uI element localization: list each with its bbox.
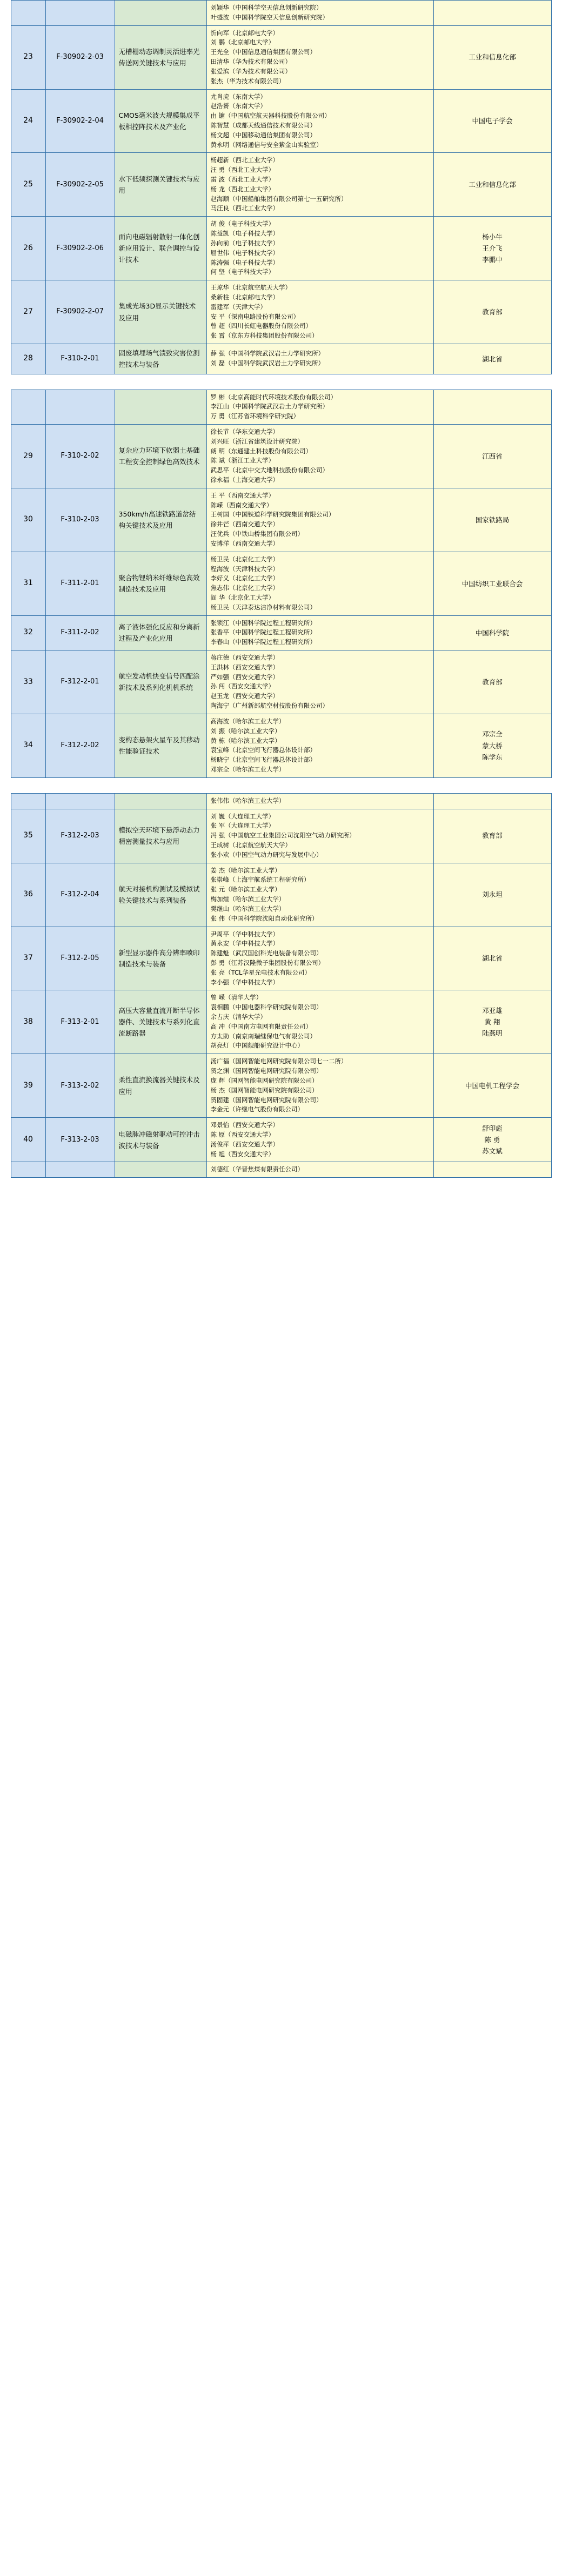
row-nominating-organization: [433, 1, 551, 26]
contributor-line: 万 勇（江苏省环境科学研究院）: [210, 412, 300, 420]
contributor-line: 孙 闯（西安交通大学）: [210, 682, 275, 690]
contributor-line: 张小欢（中国空气动力研究与发展中心）: [210, 850, 323, 858]
row-project-code: F-312-2-01: [45, 650, 115, 714]
row-nominating-organization: [433, 793, 551, 809]
row-project-title: CMOS毫米波大规模集成平板相控阵技术及产业化: [115, 89, 206, 153]
organization-line: 陆燕明: [482, 1029, 503, 1038]
row-project-code: F-310-2-02: [45, 424, 115, 488]
row-project-code: [45, 390, 115, 424]
row-project-title: 变构态悬架火星车及其移动性能验证技术: [115, 714, 206, 777]
contributor-line: 张崇峰（上海宇航系统工程研究所）: [210, 876, 310, 884]
contributor-line: 刘兴旺（浙江省建筑设计研究院）: [210, 437, 304, 445]
table-row: [11, 1054, 551, 1118]
table-row: [11, 615, 551, 650]
table-block-3: [0, 793, 562, 1178]
row-project-code: F-312-2-04: [45, 863, 115, 927]
contributor-line: 庞 辉（国网智能电网研究院有限公司）: [210, 1076, 318, 1084]
row-contributors: [206, 25, 433, 89]
contributor-line: 杨 旭（西安交通大学）: [210, 1150, 275, 1158]
document-page: [0, 0, 562, 1178]
organization-line: 教育部: [482, 677, 503, 686]
contributor-line: 安博洋（西南交通大学）: [210, 539, 279, 547]
contributor-line: 黄永安（华中科技大学）: [210, 940, 279, 948]
row-project-code: F-313-2-03: [45, 1118, 115, 1162]
row-serial-number: [11, 1, 45, 26]
row-nominating-organization: [433, 1162, 551, 1178]
row-nominating-organization: [433, 424, 551, 488]
row-contributors: [206, 615, 433, 650]
row-serial-number: 31: [11, 552, 45, 615]
contributor-line: 赵浩赟（东南大学）: [210, 102, 266, 110]
row-project-code: [45, 793, 115, 809]
row-serial-number: [11, 1162, 45, 1178]
table-row: [11, 1, 551, 26]
row-contributors: [206, 793, 433, 809]
row-project-title: 航空发动机快变信号匹配涂新技术及系列化机机系统: [115, 650, 206, 714]
contributor-line: 田清华（华为技术有限公司）: [210, 58, 291, 66]
table-row: [11, 990, 551, 1054]
row-project-title: [115, 1162, 206, 1178]
organization-line: 杨小牛: [482, 232, 503, 241]
contributor-line: 马汪良（西北工业大学）: [210, 204, 279, 212]
row-project-code: F-313-2-02: [45, 1054, 115, 1118]
contributor-line: 胡 俊（电子科技大学）: [210, 220, 275, 228]
row-nominating-organization: [433, 153, 551, 217]
row-serial-number: 40: [11, 1118, 45, 1162]
contributor-line: 王光全（中国信息通信集团有限公司）: [210, 48, 316, 56]
row-contributors: [206, 714, 433, 777]
contributor-line: 刘 磊（中国科学院武汉岩土力学研究所）: [210, 359, 325, 367]
organization-line: 湖北省: [482, 354, 503, 363]
block-spacer-1: [0, 374, 562, 382]
row-project-title: 水下低频探测关键技术与应用: [115, 153, 206, 217]
row-project-code: [45, 1, 115, 26]
award-table-block-2: [11, 390, 552, 778]
organization-line: 中国科学院: [475, 628, 510, 637]
table-row: [11, 1118, 551, 1162]
row-serial-number: 38: [11, 990, 45, 1054]
organization-line: 苏文斌: [482, 1147, 503, 1156]
organization-line: 蒙大桥: [482, 741, 503, 750]
contributor-line: 杨晓宁（北京空间飞行器总体设计部）: [210, 756, 316, 764]
table-row: [11, 488, 551, 552]
table-row: [11, 809, 551, 863]
row-project-code: F-313-2-01: [45, 990, 115, 1054]
organization-line: 刘永坦: [482, 890, 503, 899]
table-row: [11, 552, 551, 615]
contributor-line: 徐长节（华东交通大学）: [210, 427, 279, 435]
organization-line: 中国电机工程学会: [465, 1082, 519, 1090]
contributor-line: 赵海顺（中国船舶集团有限公司第七一五研究所）: [210, 194, 347, 203]
row-contributors: [206, 927, 433, 990]
contributor-line: 袁宝峰（北京空间飞行器总体设计部）: [210, 746, 316, 754]
table-row: [11, 280, 551, 344]
row-project-code: F-30902-2-06: [45, 217, 115, 280]
contributor-line: 刘德红（华晋焦煤有限责任公司）: [210, 1165, 304, 1173]
row-nominating-organization: [433, 809, 551, 863]
row-serial-number: 37: [11, 927, 45, 990]
row-serial-number: 27: [11, 280, 45, 344]
contributor-line: 邓宗全（哈尔滨工业大学）: [210, 765, 285, 773]
contributor-line: 雷建军（天津大学）: [210, 303, 266, 311]
contributor-line: 王洪林（西安交通大学）: [210, 663, 279, 671]
contributor-line: 陈建魁（武汉国创科光电装备有限公司）: [210, 949, 323, 957]
contributor-line: 武思平（北京中交大地科技股份有限公司）: [210, 466, 329, 474]
contributor-line: 阎 华（北京化工大学）: [210, 593, 275, 601]
organization-line: 中国电子学会: [472, 117, 513, 125]
row-project-title: 离子液体强化反应和分离新过程及产业化应用: [115, 615, 206, 650]
contributor-line: 汤俊萍（西安交通大学）: [210, 1140, 279, 1148]
row-contributors: [206, 1118, 433, 1162]
organization-line: 中国纺织工业联合会: [461, 579, 523, 588]
contributor-line: 李好义（北京化工大学）: [210, 574, 279, 582]
contributor-line: 陈智慧（成都天线通信技术有限公司）: [210, 121, 316, 129]
row-contributors: [206, 1, 433, 26]
organization-line: 教育部: [482, 307, 503, 316]
row-nominating-organization: [433, 217, 551, 280]
row-project-code: F-312-2-03: [45, 809, 115, 863]
row-serial-number: [11, 390, 45, 424]
row-project-code: [45, 1162, 115, 1178]
contributor-line: 李金元（许继电气股份有限公司）: [210, 1105, 304, 1113]
row-project-title: 高压大容量直流开断半导体器件、关键技术与系列化直流断路器: [115, 990, 206, 1054]
row-project-title: 复杂应力环境下软弱土基础工程安全控制绿色高效技术: [115, 424, 206, 488]
contributor-line: 何 坚（电子科技大学）: [210, 268, 275, 276]
row-project-code: F-310-2-03: [45, 488, 115, 552]
contributor-line: 李春山（中国科学院过程工程研究所）: [210, 638, 316, 646]
contributor-line: 忻向军（北京邮电大学）: [210, 29, 279, 37]
contributor-line: 刘颖华（中国科学空天信息创新研究院）: [210, 4, 323, 11]
contributor-line: 胡亮灯（中国舰船研究设计中心）: [210, 1042, 304, 1050]
contributor-line: 陈益凯（电子科技大学）: [210, 230, 279, 238]
row-project-title: 350km/h高速铁路道岔结构关键技术及应用: [115, 488, 206, 552]
row-contributors: [206, 344, 433, 374]
row-project-title: 聚合物锂纳米纤维绿色高效制造技术及应用: [115, 552, 206, 615]
row-project-title: 模拟空天环境下悬浮动态力精密测量技术与应用: [115, 809, 206, 863]
contributor-line: 袁相鹏（中国电器科学研究院有限公司）: [210, 1003, 323, 1011]
row-project-code: F-30902-2-04: [45, 89, 115, 153]
organization-line: 陈 勇: [484, 1136, 500, 1144]
table-body-2: [11, 390, 551, 777]
contributor-line: 黄 栋（哈尔滨工业大学）: [210, 736, 281, 744]
row-serial-number: 30: [11, 488, 45, 552]
contributor-line: 薛 强（中国科学院武汉岩土力学研究所）: [210, 350, 325, 358]
contributor-line: 张 伟（中国科学院沈阳自动化研究所）: [210, 914, 318, 922]
row-serial-number: 26: [11, 217, 45, 280]
contributor-line: 张 亮（TCL华星光电技术有限公司）: [210, 968, 311, 976]
contributor-line: 高海波（哈尔滨工业大学）: [210, 717, 285, 725]
organization-line: 李鹏中: [482, 256, 503, 264]
contributor-line: 尤肖虎（东南大学）: [210, 92, 266, 100]
organization-line: 陈学东: [482, 753, 503, 761]
row-contributors: [206, 488, 433, 552]
contributor-line: 高 冲（中国南方电网有限责任公司）: [210, 1022, 312, 1030]
row-contributors: [206, 863, 433, 927]
row-nominating-organization: [433, 1054, 551, 1118]
row-project-title: 柔性直流换流器关键技术及应用: [115, 1054, 206, 1118]
table-row: [11, 714, 551, 777]
contributor-line: 冯 强（中国航空工业集团公司沈阳空气动力研究所）: [210, 831, 356, 840]
contributor-line: 余占庆（清华大学）: [210, 1013, 266, 1021]
row-contributors: [206, 1162, 433, 1178]
organization-line: 工业和信息化部: [469, 53, 516, 62]
contributor-line: 徐永福（上海交通大学）: [210, 476, 279, 484]
row-nominating-organization: [433, 615, 551, 650]
contributor-line: 刘 鹏（北京邮电大学）: [210, 38, 275, 46]
row-nominating-organization: [433, 390, 551, 424]
organization-line: 教育部: [482, 831, 503, 840]
contributor-line: 汪优兵（中铁山桥集团有限公司）: [210, 530, 304, 538]
contributor-line: 程海波（天津科技大学）: [210, 565, 279, 573]
contributor-line: 焦志伟（北京化工大学）: [210, 584, 279, 592]
row-project-title: 集成光场3D显示关键技术及应用: [115, 280, 206, 344]
organization-line: 邓宗全: [482, 730, 503, 739]
row-project-code: F-30902-2-05: [45, 153, 115, 217]
row-nominating-organization: [433, 1118, 551, 1162]
contributor-line: 杨卫民（北京化工大学）: [210, 555, 279, 563]
row-project-code: F-30902-2-07: [45, 280, 115, 344]
contributor-line: 蒋庄德（西安交通大学）: [210, 654, 279, 661]
contributor-line: 刘 巍（大连理工大学）: [210, 812, 275, 820]
organization-line: 国家铁路局: [475, 515, 510, 524]
row-project-code: F-30902-2-03: [45, 25, 115, 89]
contributor-line: 贺之渊（国网智能电网研究院有限公司）: [210, 1067, 323, 1075]
contributor-line: 罗 彬（北京高能时代环境技术股份有限公司）: [210, 393, 337, 401]
row-project-code: F-311-2-02: [45, 615, 115, 650]
contributor-line: 屈世伟（电子科技大学）: [210, 249, 279, 257]
row-contributors: [206, 990, 433, 1054]
contributor-line: 王 平（西南交通大学）: [210, 491, 275, 499]
contributor-line: 朗 明（东通建土科技股份有限公司）: [210, 447, 312, 455]
row-nominating-organization: [433, 650, 551, 714]
table-row: [11, 344, 551, 374]
row-nominating-organization: [433, 25, 551, 89]
row-serial-number: 39: [11, 1054, 45, 1118]
row-serial-number: 33: [11, 650, 45, 714]
table-row: [11, 25, 551, 89]
row-nominating-organization: [433, 927, 551, 990]
contributor-line: 汤广福（国网智能电网研究院有限公司七一二所）: [210, 1057, 347, 1065]
row-serial-number: 32: [11, 615, 45, 650]
row-project-title: [115, 1, 206, 26]
contributor-line: 张 军（大连理工大学）: [210, 822, 275, 830]
contributor-line: 杨文超（中国移动通信集团有限公司）: [210, 131, 316, 139]
contributor-line: 严如强（西安交通大学）: [210, 673, 279, 681]
contributor-line: 张 霄（京东方科技集团股份有限公司）: [210, 332, 318, 340]
row-serial-number: 24: [11, 89, 45, 153]
row-serial-number: 34: [11, 714, 45, 777]
table-body-3: [11, 793, 551, 1177]
contributor-line: 姜 杰（哈尔滨工业大学）: [210, 866, 281, 874]
contributor-line: 张 元（哈尔滨工业大学）: [210, 886, 281, 894]
table-row: [11, 793, 551, 809]
row-contributors: [206, 89, 433, 153]
award-table-block-3: [11, 793, 552, 1178]
row-contributors: [206, 552, 433, 615]
contributor-line: 李小强（华中科技大学）: [210, 978, 279, 986]
row-project-code: F-312-2-05: [45, 927, 115, 990]
contributor-line: 梅加煊（哈尔滨工业大学）: [210, 895, 285, 903]
row-contributors: [206, 809, 433, 863]
contributor-line: 方太助（南京南瑞继保电气有限公司）: [210, 1032, 316, 1040]
table-row: [11, 650, 551, 714]
contributor-line: 杨 龙（西北工业大学）: [210, 185, 275, 193]
row-contributors: [206, 424, 433, 488]
row-serial-number: 25: [11, 153, 45, 217]
contributor-line: 樊继山（哈尔滨工业大学）: [210, 904, 285, 913]
row-project-title: [115, 390, 206, 424]
contributor-line: 叶盛波（中国科学院空天信息创新研究院）: [210, 13, 329, 21]
table-row: [11, 927, 551, 990]
row-project-title: 电磁脉冲磁射驱动可控冲击波技术与装备: [115, 1118, 206, 1162]
row-project-title: 固废填埋场气渍致灾害位测控技术与装备: [115, 344, 206, 374]
contributor-line: 贺固建（国网智能电网研究院有限公司）: [210, 1096, 323, 1104]
contributor-line: 邓景怡（西安交通大学）: [210, 1121, 279, 1129]
row-contributors: [206, 153, 433, 217]
row-serial-number: 28: [11, 344, 45, 374]
table-row: [11, 863, 551, 927]
contributor-line: 汪 勇（西北工业大学）: [210, 166, 275, 174]
organization-line: 江西省: [482, 452, 503, 460]
table-body-1: [11, 1, 551, 374]
table-block-1: [0, 0, 562, 374]
contributor-line: 桑新柱（北京邮电大学）: [210, 293, 279, 301]
row-serial-number: [11, 793, 45, 809]
award-table-block-1: [11, 0, 552, 374]
contributor-line: 安 平（深南电路股份有限公司）: [210, 312, 300, 320]
contributor-line: 张杰（华为技术有限公司）: [210, 77, 285, 85]
row-project-code: F-311-2-01: [45, 552, 115, 615]
contributor-line: 张伟伟（哈尔滨工业大学）: [210, 796, 285, 804]
block-spacer-2: [0, 778, 562, 786]
row-contributors: [206, 650, 433, 714]
table-row: [11, 89, 551, 153]
organization-line: 王介飞: [482, 244, 503, 253]
contributor-line: 孙向前（电子科技大学）: [210, 239, 279, 247]
organization-line: 湖北省: [482, 954, 503, 963]
organization-line: 舒印彪: [482, 1124, 503, 1132]
row-contributors: [206, 217, 433, 280]
row-contributors: [206, 280, 433, 344]
contributor-line: 陈 原（西安交通大学）: [210, 1130, 275, 1138]
organization-line: 邓亚雄: [482, 1006, 503, 1015]
row-contributors: [206, 1054, 433, 1118]
contributor-line: 陈嵘（西南交通大学）: [210, 501, 273, 509]
row-nominating-organization: [433, 488, 551, 552]
contributor-line: 徐井芒（西南交通大学）: [210, 520, 279, 528]
table-row: [11, 153, 551, 217]
row-nominating-organization: [433, 552, 551, 615]
contributor-line: 由 镛（中国航空航天器科技股份有限公司）: [210, 112, 331, 120]
row-serial-number: 35: [11, 809, 45, 863]
contributor-line: 张锁江（中国科学院过程工程研究所）: [210, 619, 316, 627]
contributor-line: 雷 波（西北工业大学）: [210, 176, 275, 183]
organization-line: 黄 翔: [484, 1018, 500, 1027]
row-nominating-organization: [433, 990, 551, 1054]
row-project-title: [115, 793, 206, 809]
contributor-line: 陈涛强（电子科技大学）: [210, 258, 279, 266]
row-project-title: 新型显示器件高分辨率喷印制造技术与装备: [115, 927, 206, 990]
contributor-line: 杨卫民（天津泰达洁净材料有限公司）: [210, 603, 316, 611]
row-project-title: 无槽栅动态调制灵活进率光传送网关键技术与应用: [115, 25, 206, 89]
contributor-line: 黄永明（网络通信与安全紫金山实验室）: [210, 140, 323, 149]
contributor-line: 张香平（中国科学院过程工程研究所）: [210, 628, 316, 636]
row-project-code: F-312-2-02: [45, 714, 115, 777]
organization-line: 工业和信息化部: [469, 180, 516, 189]
contributor-line: 杨 杰（国网智能电网研究院有限公司）: [210, 1086, 318, 1094]
row-project-title: 面向电磁辐射散射一体化创新应用设计、联合调控与设计技术: [115, 217, 206, 280]
contributor-line: 王琼华（北京航空航天大学）: [210, 284, 291, 292]
row-nominating-organization: [433, 280, 551, 344]
row-serial-number: 36: [11, 863, 45, 927]
contributor-line: 赵玉龙（西安交通大学）: [210, 692, 279, 700]
row-nominating-organization: [433, 89, 551, 153]
contributor-line: 张爱滨（华为技术有限公司）: [210, 67, 291, 75]
table-row: [11, 390, 551, 424]
row-serial-number: 29: [11, 424, 45, 488]
contributor-line: 曾 超（四川长虹电器股份有限公司）: [210, 322, 312, 330]
table-block-2: [0, 390, 562, 778]
table-row: [11, 424, 551, 488]
row-nominating-organization: [433, 863, 551, 927]
contributor-line: 彭 勇（江苏汉隆微子集团股份有限公司）: [210, 958, 325, 967]
contributor-line: 陶海宁（广州新部航空材技股份有限公司）: [210, 702, 329, 710]
row-serial-number: 23: [11, 25, 45, 89]
contributor-line: 陈 斌（浙江工业大学）: [210, 457, 275, 465]
contributor-line: 尹周平（华中科技大学）: [210, 930, 279, 938]
row-contributors: [206, 390, 433, 424]
row-project-title: 航天对接机构测试及模拟试验关键技术与系列装备: [115, 863, 206, 927]
contributor-line: 李江山（中国科学院武汉岩土力学研究所）: [210, 403, 329, 411]
row-nominating-organization: [433, 344, 551, 374]
row-project-code: F-310-2-01: [45, 344, 115, 374]
contributor-line: 刘 振（哈尔滨工业大学）: [210, 727, 281, 735]
table-row: [11, 1162, 551, 1178]
contributor-line: 王树国（中国铁道科学研究院集团有限公司）: [210, 511, 335, 519]
contributor-line: 曾 嵘（清华大学）: [210, 994, 263, 1002]
contributor-line: 王成树（北京航空航天大学）: [210, 841, 291, 849]
row-nominating-organization: [433, 714, 551, 777]
contributor-line: 杨超新（西北工业大学）: [210, 156, 279, 164]
table-row: [11, 217, 551, 280]
